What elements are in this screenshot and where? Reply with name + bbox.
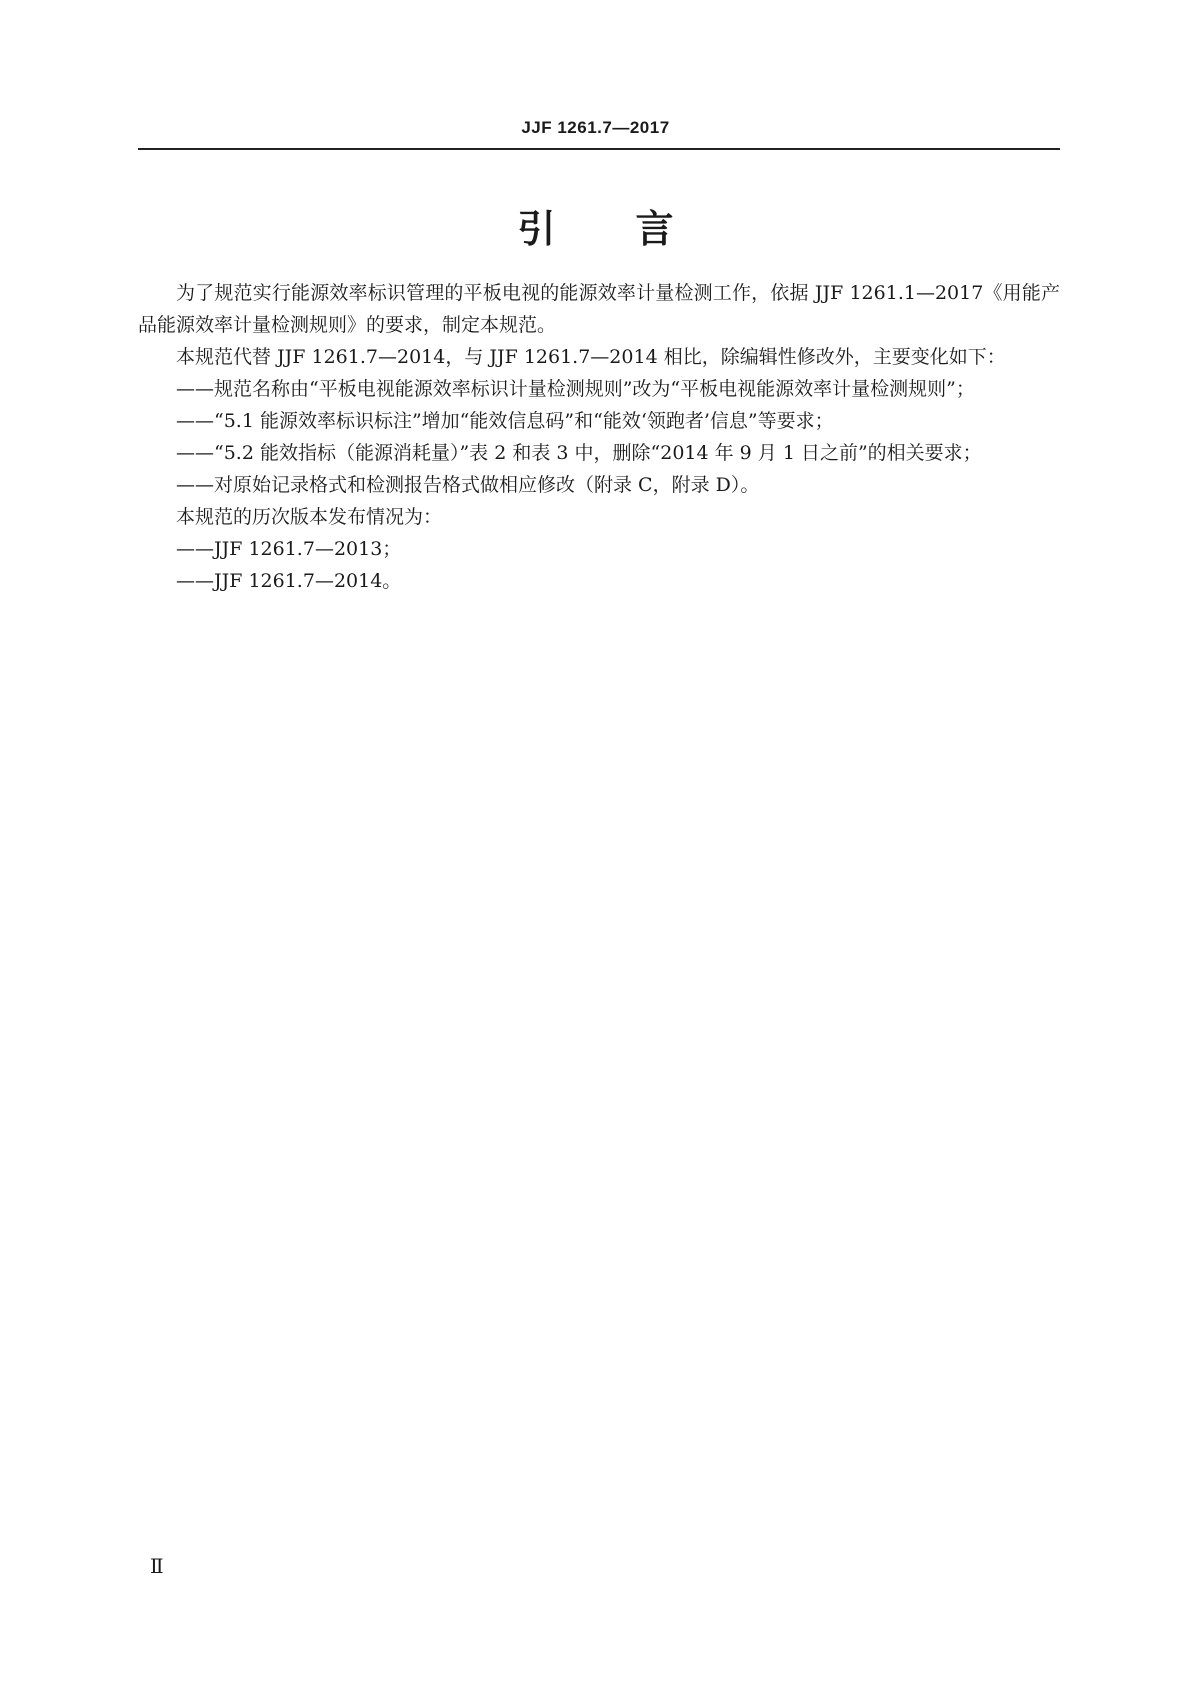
change-item-indicator: ——“5.2 能效指标（能源消耗量）”表 2 和表 3 中，删除“2014 年 9 月 1 日之前”的相关要求； <box>176 442 982 464</box>
page-number: Ⅱ <box>150 1554 164 1578</box>
change-item-records: ——对原始记录格式和检测报告格式做相应修改（附录 C，附录 D）。 <box>176 474 760 496</box>
page-title: 引言 <box>517 207 754 251</box>
paragraph-purpose: 为了规范实行能源效率标识管理的平板电视的能源效率计量检测工作，依据 JJF 1261.1—2017《用能产品能源效率计量检测规则》的要求，制定本规范。 <box>138 282 1060 336</box>
body-text <box>138 277 1060 597</box>
paragraph-replacement: 本规范代替 JJF 1261.7—2014，与 JJF 1261.7—2014 相比，除编辑性修改外，主要变化如下： <box>176 346 1006 368</box>
header-divider <box>138 148 1060 150</box>
document-code-header: JJF 1261.7—2017 <box>521 118 670 137</box>
paragraph-history: 本规范的历次版本发布情况为： <box>176 506 443 528</box>
history-item-2014: ——JJF 1261.7—2014。 <box>176 570 402 592</box>
change-item-name: ——规范名称由“平板电视能源效率标识计量检测规则”改为“平板电视能源效率计量检测规则”； <box>176 378 975 400</box>
change-item-label: ——“5.1 能源效率标识标注”增加“能效信息码”和“能效‘领跑者’信息”等要求； <box>176 410 834 432</box>
history-item-2013: ——JJF 1261.7—2013； <box>176 538 402 560</box>
